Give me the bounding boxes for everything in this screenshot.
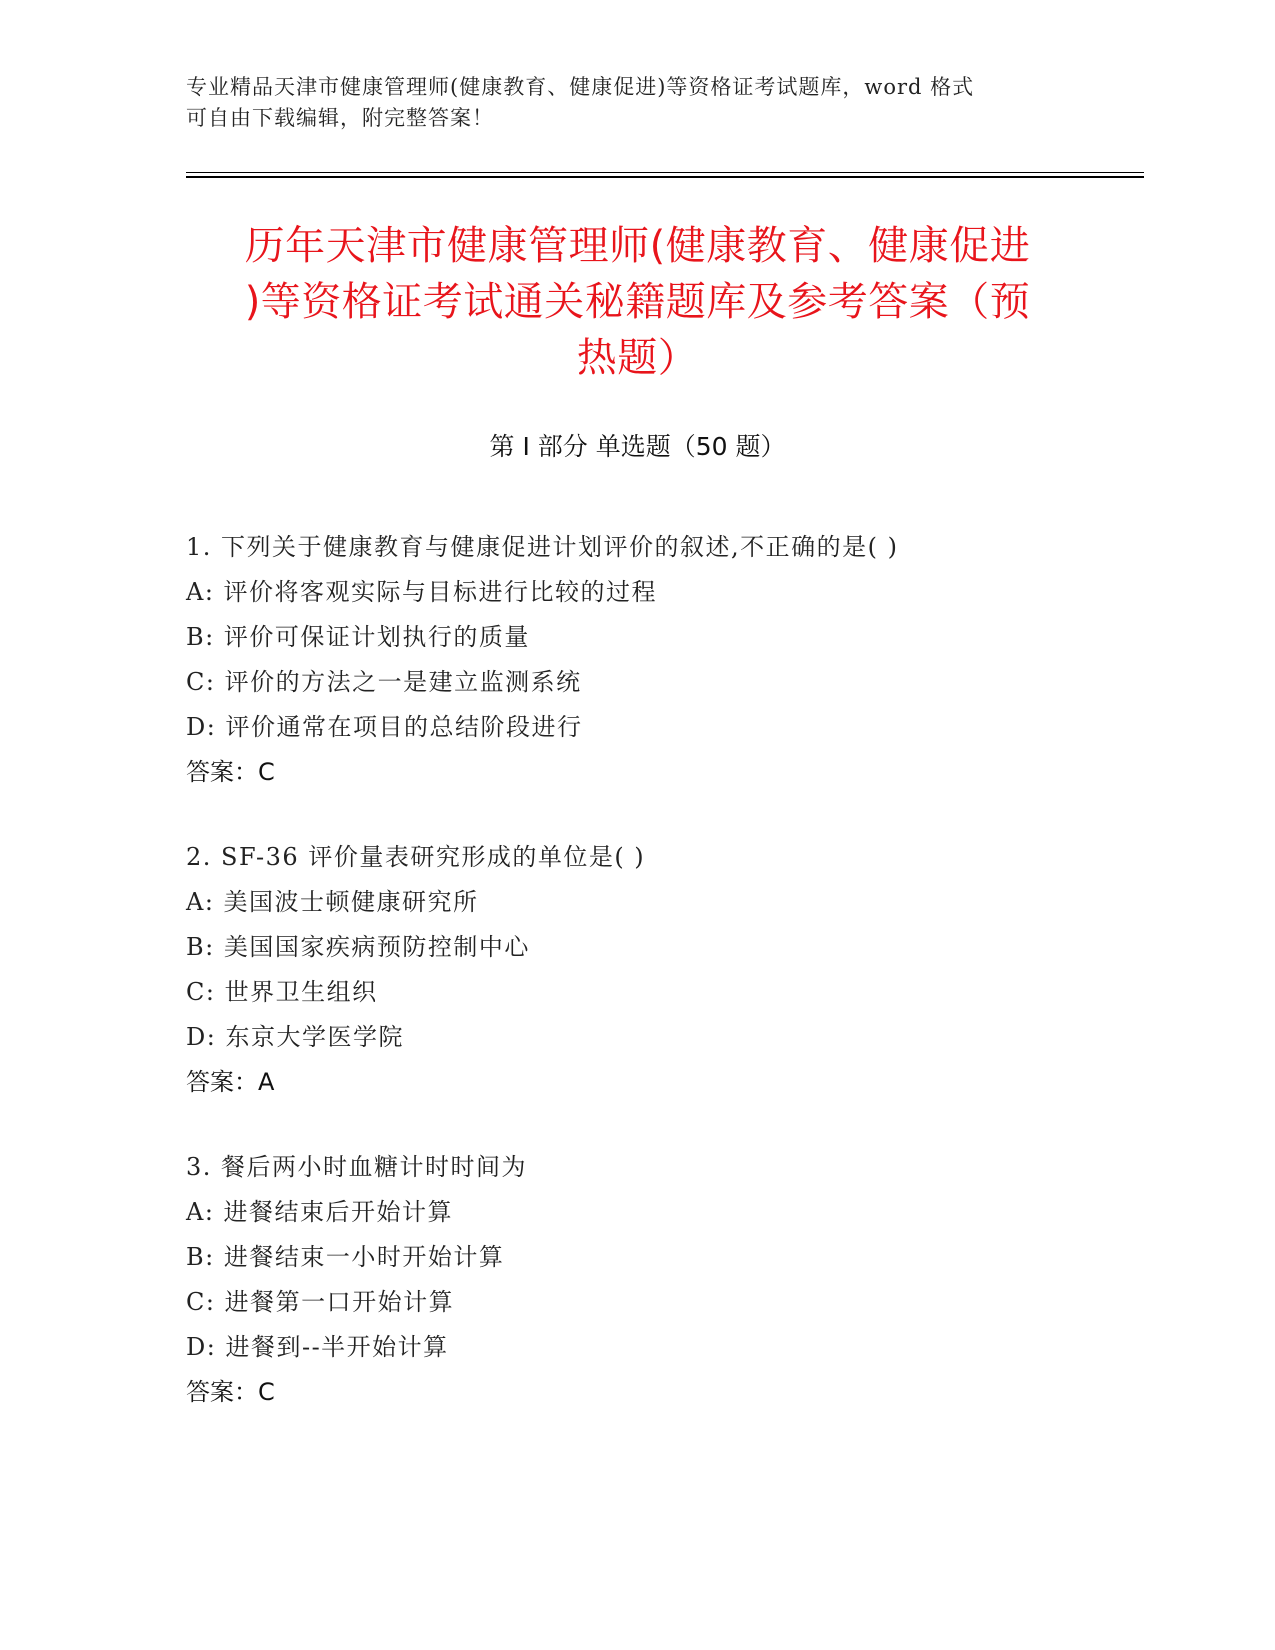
option-a: A: 进餐结束后开始计算 (186, 1198, 454, 1226)
option-c: C: 世界卫生组织 (186, 978, 378, 1006)
question-stem: 1. 下列关于健康教育与健康促进计划评价的叙述,不正确的是( ) (186, 533, 899, 561)
header-note-line-2: 可自由下载编辑，附完整答案！ (186, 106, 494, 130)
option-c: C: 评价的方法之一是建立监测系统 (186, 668, 582, 696)
option-c: C: 进餐第一口开始计算 (186, 1288, 455, 1316)
document-title-line-1: 历年天津市健康管理师(健康教育、健康促进 (244, 223, 1031, 269)
header-divider-thick (186, 176, 1144, 178)
section-title: 第 I 部分 单选题（50 题） (489, 432, 786, 461)
header-note (186, 72, 1066, 134)
header-note-line-1: 专业精品天津市健康管理师(健康教育、健康促进)等资格证考试题库，word 格式 (186, 75, 975, 99)
header-divider-thin (186, 172, 1144, 173)
question-1 (186, 525, 1106, 795)
document-title-line-2: )等资格证考试通关秘籍题库及参考答案（预 (244, 279, 1031, 325)
option-d: D: 进餐到--半开始计算 (186, 1333, 449, 1361)
option-a: A: 美国波士顿健康研究所 (186, 888, 479, 916)
document-title-line-3: 热题） (576, 335, 699, 381)
option-b: B: 美国国家疾病预防控制中心 (186, 933, 530, 961)
option-a: A: 评价将客观实际与目标进行比较的过程 (186, 578, 658, 606)
answer: 答案：A (186, 1068, 275, 1096)
question-2 (186, 835, 1106, 1105)
answer: 答案：C (186, 758, 275, 786)
option-b: B: 进餐结束一小时开始计算 (186, 1243, 505, 1271)
question-stem: 2. SF-36 评价量表研究形成的单位是( ) (186, 843, 646, 871)
option-d: D: 东京大学医学院 (186, 1023, 404, 1051)
document-title (180, 218, 1095, 386)
question-stem: 3. 餐后两小时血糖计时时间为 (186, 1153, 528, 1181)
question-3 (186, 1145, 1106, 1415)
answer: 答案：C (186, 1378, 275, 1406)
option-d: D: 评价通常在项目的总结阶段进行 (186, 713, 583, 741)
option-b: B: 评价可保证计划执行的质量 (186, 623, 530, 651)
question-list (186, 525, 1106, 1455)
